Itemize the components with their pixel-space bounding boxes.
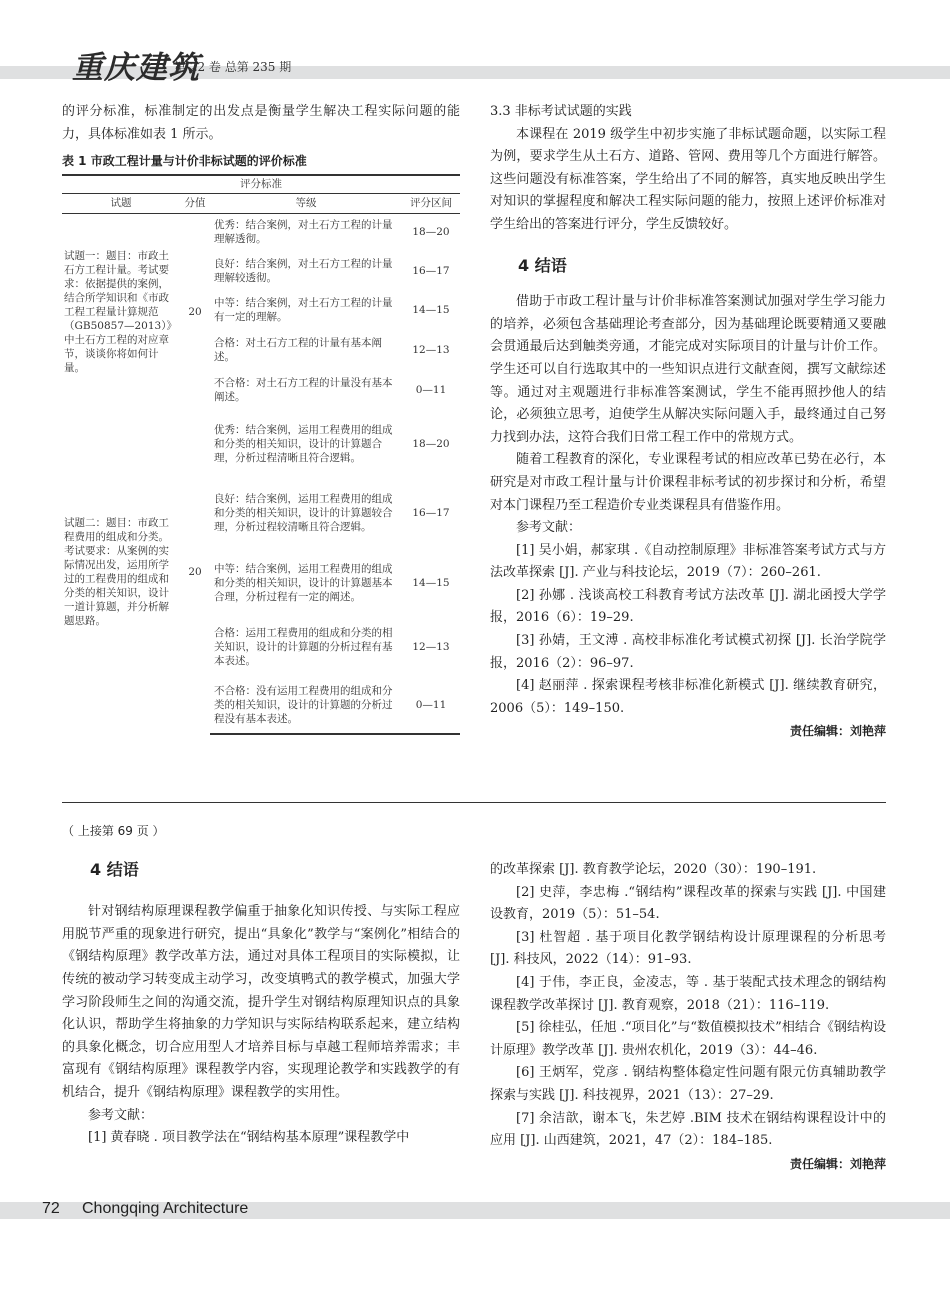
level-text: 良好：结合案例，对土石方工程的计量理解较透彻。 — [214, 257, 393, 284]
col-header-score: 分值 — [180, 193, 210, 213]
table-row — [62, 410, 460, 478]
range-text: 12—13 — [412, 344, 450, 356]
bottom-right-column — [490, 859, 886, 1175]
reference-item: [5] 徐桂弘，任旭 .“项目化”与“数值模拟技术”相结合《钢结构设计原理》教学改革 [J]. 贵州农机化，2019（3）：44–46. — [490, 1020, 886, 1058]
range-text: 16—17 — [412, 507, 450, 519]
reference-item: [4] 赵丽萍 . 探索课程考核非标准化新模式 [J]. 继续教育研究，2006（5）：149–150. — [490, 678, 886, 716]
journal-logo: 重庆建筑 — [72, 50, 200, 86]
page-number: 72 — [42, 1200, 60, 1217]
table-caption: 表 1 市政工程计量与计价非标试题的评价标准 — [62, 154, 307, 168]
intro-paragraph: 的评分标准，标准制定的出发点是衡量学生解决工程实际问题的能力，具体标准如表 1 所示。 — [62, 104, 460, 142]
evaluation-table — [62, 174, 460, 735]
level-text: 不合格：没有运用工程费用的组成和分类的相关知识，设计的计算题的分析过程没有基本表述。 — [210, 676, 402, 734]
range-text: 16—17 — [412, 264, 450, 277]
level-text: 合格：运用工程费用的组成和分类的相关知识，设计的计算题的分析过程有基本表述。 — [214, 627, 393, 667]
reference-item: [1] 吴小娟，郝家琪 .《自动控制原理》非标准答案考试方式与方法改革探索 [J]. 产业与科技论坛，2019（7）：260–261. — [490, 542, 886, 581]
paragraph: 借助于市政工程计量与计价非标准答案测试加强对学生学习能力的培养，必须包含基础理论考查部分，因为基础理论既要精通又要融会贯通最后达到触类旁通，才能完成对实际项目的计量与计价工作。学生还可以自行选取其中的一些知识点进行文献查阅，撰写文献综述等。通过对主观题进行非标准答案测试，学生不能再照抄他人的结论，必须独立思考，迫使学生从解决实际问题入手，最终通过自己努力找到办法，这符合我们日常工程工作中的常规方式。 — [490, 294, 886, 445]
question-2-text: 试题二：题目：市政工程费用的组成和分类。考试要求：从案例的实际情况出发，运用所学过的工程费用的组成和分类的相关知识，设计一道计算题，并分析解题思路。 — [64, 517, 169, 627]
level-text: 不合格：对土石方工程的计量没有基本阐述。 — [214, 377, 393, 403]
references-title: 参考文献： — [88, 1107, 154, 1123]
reference-item: [2] 史萍，李忠梅 .“钢结构”课程改革的探索与实践 [J]. 中国建设教育，2019（5）：51–54. — [490, 884, 886, 923]
table-row — [62, 213, 460, 251]
range-text: 14—15 — [412, 304, 450, 316]
col-header-question: 试题 — [62, 193, 180, 213]
level-text: 优秀：结合案例，对土石方工程的计量理解透彻。 — [214, 219, 393, 246]
level-text: 合格：对土石方工程的计量有基本阐述。 — [214, 337, 382, 363]
question-2-score: 20 — [188, 566, 202, 578]
col-header-range: 评分区间 — [402, 193, 460, 213]
level-text: 优秀：结合案例，运用工程费用的组成和分类的相关知识，设计的计算题合理，分析过程清晰且符合逻辑。 — [214, 424, 393, 464]
section-heading: 4 结语 — [518, 255, 567, 275]
reference-item: [1] 黄春晓 . 项目教学法在“钢结构基本原理”课程教学中 — [88, 1130, 410, 1146]
range-text: 12—13 — [412, 641, 450, 653]
paragraph: 针对钢结构原理课程教学偏重于抽象化知识传授、与实际工程应用脱节严重的现象进行研究，提出“具象化”教学与“案例化”相结合的《钢结构原理》教学改革方法，通过对具体工程项目的实际模拟，让传统的被动学习转变成主动学习，改变填鸭式的教学模式，加强大学学习阶段师生之间的沟通交流，提升学生对钢结构原理知识点的具象化认识，帮助学生将抽象的力学知识与实际结构联系起来，建立结构的具象化概念，切合应用型人才培养目标与卓越工程师培养需求；丰富现有《钢结构原理》课程教学内容，实现理论教学和实践教学的有机结合，提升《钢结构原理》课程教学的实用性。 — [62, 904, 460, 1100]
journal-name: Chongqing Architecture — [82, 1200, 249, 1217]
reference-item: [6] 王炳军，党彦 . 钢结构整体稳定性问题有限元仿真辅助教学探索与实践 [J]. 科技视界，2021（13）：27–29. — [490, 1065, 886, 1103]
section-heading: 4 结语 — [90, 859, 139, 879]
level-text: 中等：结合案例，对土石方工程的计量有一定的理解。 — [214, 297, 393, 323]
level-text: 良好：结合案例，运用工程费用的组成和分类的相关知识，设计的计算题较合理，分析过程较清晰且符合逻辑。 — [214, 493, 393, 533]
reference-item: [3] 杜智超 . 基于项目化教学钢结构设计原理课程的分析思考 [J]. 科技风，2022（14）：91–93. — [490, 929, 886, 968]
range-text: 18—20 — [412, 438, 450, 450]
reference-item: [2] 孙娜 . 浅谈高校工科教育考试方法改革 [J]. 湖北函授大学学报，2016（6）：19–29. — [490, 587, 886, 626]
question-1-text: 试题一：题目：市政土石方工程计量。考试要求：依据提供的案例，结合所学知识和《市政工程工程量计算规范（GB50857—2013）》中土石方工程的对应章节，谈谈你将如何计量。 — [64, 249, 177, 374]
continued-note: （ 上接第 69 页 ） — [62, 824, 165, 838]
editor-credit: 责任编辑：刘艳萍 — [789, 724, 886, 739]
range-text: 18—20 — [412, 226, 450, 239]
paragraph: 随着工程教育的深化，专业课程考试的相应改革已势在必行，本研究是对市政工程计量与计价课程非标考试的初步探讨和分析，希望对本门课程乃至工程造价专业类课程具有借鉴作用。 — [490, 452, 886, 513]
level-text: 中等：结合案例，运用工程费用的组成和分类的相关知识，设计的计算题基本合理，分析过程有一定的阐述。 — [214, 563, 393, 603]
reference-item: [7] 余洁歆，谢本飞，朱艺婷 .BIM 技术在钢结构课程设计中的应用 [J]. 山西建筑，2021，47（2）：184–185. — [490, 1110, 886, 1149]
bottom-left-column — [62, 820, 460, 1150]
range-text: 0—11 — [402, 676, 460, 734]
editor-credit: 责任编辑：刘艳萍 — [789, 1156, 886, 1171]
reference-item: [4] 于伟，李正良，金凌志，等 . 基于装配式技术理念的钢结构课程教学改革探讨 [J]. 教育观察，2018（21）：116–119. — [490, 974, 886, 1013]
range-text: 0—11 — [415, 384, 447, 396]
right-top-column — [490, 101, 886, 743]
references-title: 参考文献： — [516, 520, 582, 536]
issue-label: 第 22 卷 总第 235 期 — [174, 60, 292, 74]
left-intro — [62, 101, 460, 146]
range-text: 14—15 — [412, 577, 450, 589]
col-header-level: 等级 — [210, 193, 402, 213]
sub-heading: 3.3 非标考试试题的实践 — [490, 104, 632, 119]
table-group-header: 评分标准 — [62, 175, 460, 193]
reference-item: [3] 孙婧，王文溥 . 高校非标准化考试模式初探 [J]. 长治学院学报，2016（2）：96–97. — [490, 633, 886, 671]
question-1-score: 20 — [188, 305, 202, 318]
reference-continuation: 的改革探索 [J]. 教育教学论坛，2020（30）：190–191. — [490, 862, 817, 877]
paragraph: 本课程在 2019 级学生中初步实施了非标试题命题，以实际工程为例，要求学生从土石方、道路、管网、费用等几个方面进行解答。这些问题没有标准答案，学生给出了不同的解答，真实地反映出学生对知识的掌握程度和解决工程实际问题的能力，按照上述评价标准对学生给出的答案进行评分，学生反馈较好。 — [490, 126, 886, 232]
section-divider — [62, 802, 886, 803]
